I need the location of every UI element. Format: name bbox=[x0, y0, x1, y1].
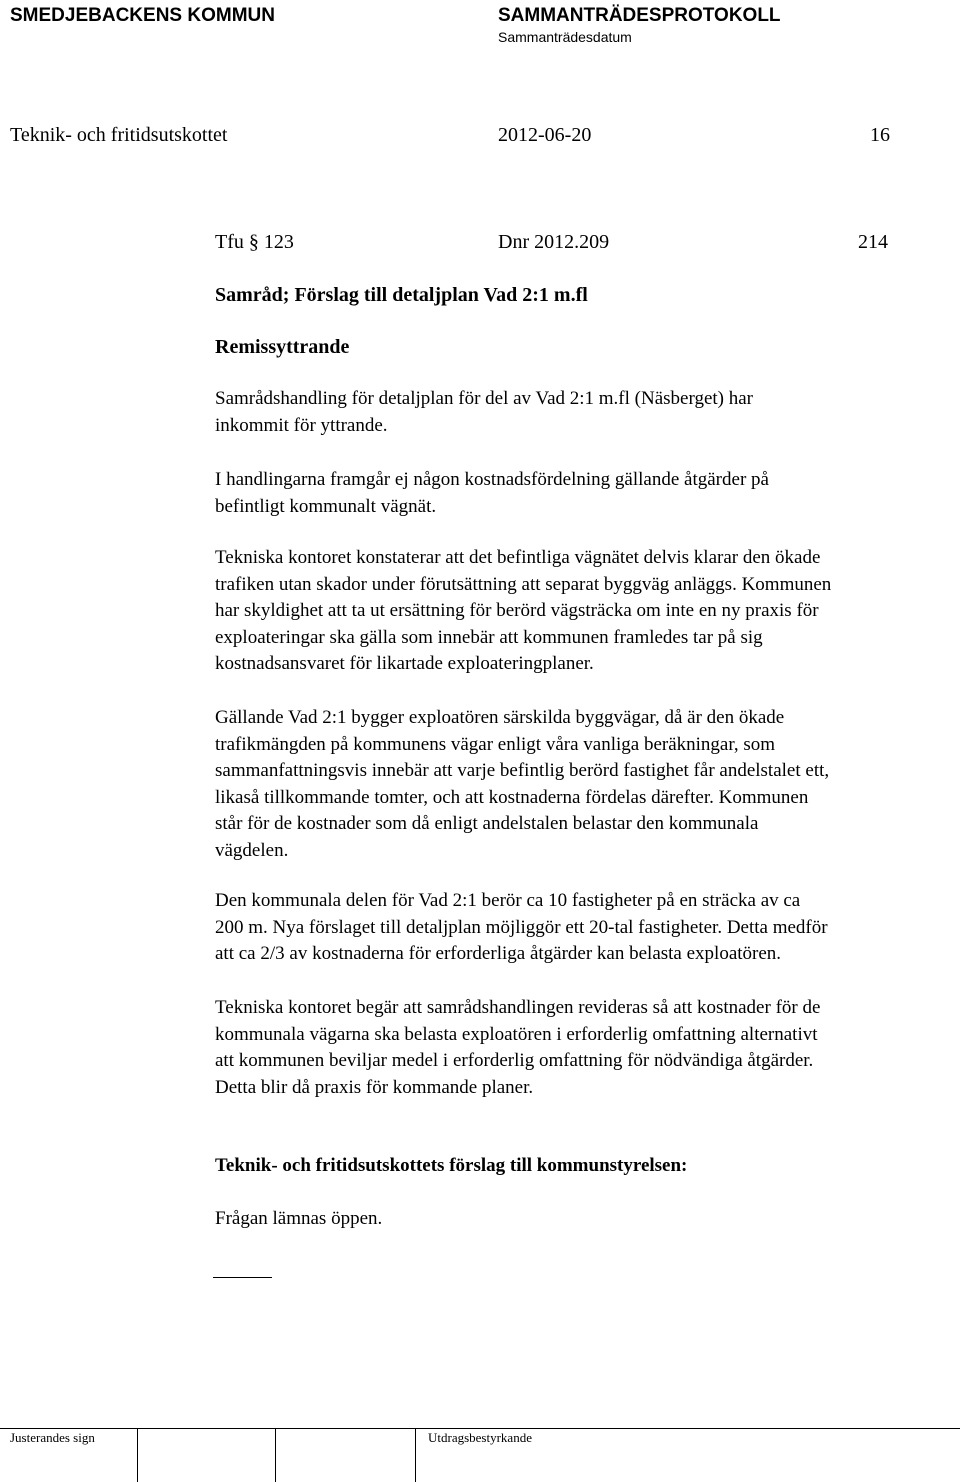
paragraph-line: kostnadsansvaret för likartade exploateringplaner. bbox=[215, 653, 594, 674]
case-title: Samråd; Förslag till detaljplan Vad 2:1 m.fl bbox=[215, 284, 588, 306]
paragraph-line: trafiken utan skador under förutsättning att separat byggväg anläggs. Kommunen bbox=[215, 573, 832, 595]
paragraph-line: 200 m. Nya förslaget till detaljplan möjliggör ett 20-tal fastigheter. Detta medför bbox=[215, 916, 828, 938]
paragraph-1 bbox=[215, 386, 753, 439]
paragraph-line: exploateringar ska gälla som innebär att kommunen framledes tar på sig bbox=[215, 626, 763, 648]
page-number: 16 bbox=[870, 124, 890, 146]
paragraph-line: I handlingarna framgår ej någon kostnadsfördelning gällande åtgärder på bbox=[215, 469, 769, 490]
adjuster-sign-label: Justerandes sign bbox=[10, 1430, 95, 1445]
paragraph-line: likaså tillkommande tomter, och att kostnaderna fördelas därefter. Kommunen bbox=[215, 786, 809, 808]
case-ref-prefix: Tfu bbox=[215, 231, 244, 253]
paragraph-line: Tekniska kontoret begär att samrådshandlingen revideras så att kostnader för de bbox=[215, 997, 821, 1018]
proposal-heading: Teknik- och fritidsutskottets förslag till kommunstyrelsen: bbox=[215, 1155, 688, 1176]
case-reference bbox=[215, 231, 294, 254]
paragraph-line: kommunala vägarna ska belasta exploatören i erforderlig omfattning alternativt bbox=[215, 1023, 818, 1045]
paragraph-line: befintligt kommunalt vägnät. bbox=[215, 495, 437, 517]
paragraph-4 bbox=[215, 705, 829, 864]
case-number: 214 bbox=[858, 231, 888, 253]
proposal-text: Frågan lämnas öppen. bbox=[215, 1208, 383, 1229]
end-rule bbox=[213, 1277, 272, 1278]
paragraph-2 bbox=[215, 467, 769, 520]
meeting-date-label: Sammanträdesdatum bbox=[498, 29, 632, 45]
paragraph-line: Gällande Vad 2:1 bygger exploatören särskilda byggvägar, då är den ökade bbox=[215, 707, 785, 728]
committee-name: Teknik- och fritidsutskottet bbox=[10, 124, 228, 146]
paragraph-line: inkommit för yttrande. bbox=[215, 414, 388, 436]
footer-column-divider bbox=[137, 1428, 138, 1482]
paragraph-line: att kommunen beviljar medel i erforderlig omfattning för nödvändiga åtgärder. bbox=[215, 1050, 814, 1071]
paragraph-line: Detta blir då praxis för kommande planer. bbox=[215, 1076, 534, 1098]
paragraph-6 bbox=[215, 995, 820, 1101]
case-ref-number: 123 bbox=[263, 231, 294, 253]
paragraph-5 bbox=[215, 888, 828, 968]
municipality-name: SMEDJEBACKENS KOMMUN bbox=[10, 5, 275, 26]
paragraph-3 bbox=[215, 545, 831, 678]
footer-column-divider bbox=[275, 1428, 276, 1482]
footer-column-divider bbox=[415, 1428, 416, 1482]
paragraph-line: Den kommunala delen för Vad 2:1 berör ca 10 fastigheter på en sträcka av ca bbox=[215, 890, 801, 911]
paragraph-line: trafikmängden på kommunens vägar enligt våra vanliga beräkningar, som bbox=[215, 733, 776, 755]
paragraph-line: vägdelen. bbox=[215, 839, 289, 861]
dnr: Dnr 2012.209 bbox=[498, 231, 610, 253]
paragraph-line: Samrådshandling för detaljplan för del av Vad 2:1 m.fl (Näsberget) har bbox=[215, 388, 754, 409]
section-symbol: § bbox=[248, 231, 259, 253]
paragraph-line: att ca 2/3 av kostnaderna för erforderliga åtgärder kan belasta exploatören. bbox=[215, 943, 782, 964]
paragraph-line: Tekniska kontoret konstaterar att det befintliga vägnätet delvis klarar den ökade bbox=[215, 547, 821, 568]
paragraph-line: står för de kostnader som då enligt andelstalen belastar den kommunala bbox=[215, 813, 759, 834]
footer-divider bbox=[0, 1428, 960, 1429]
meeting-date: 2012-06-20 bbox=[498, 124, 592, 146]
case-subtitle: Remissyttrande bbox=[215, 336, 350, 358]
excerpt-certifier-label: Utdragsbestyrkande bbox=[428, 1430, 532, 1445]
paragraph-line: har skyldighet att ta ut ersättning för berörd vägsträcka om inte en ny praxis för bbox=[215, 600, 819, 621]
paragraph-line: sammanfattningsvis innebär att varje befintlig berörd fastighet får andelstalet ett, bbox=[215, 760, 830, 781]
document-type: SAMMANTRÄDESPROTOKOLL bbox=[498, 5, 781, 26]
